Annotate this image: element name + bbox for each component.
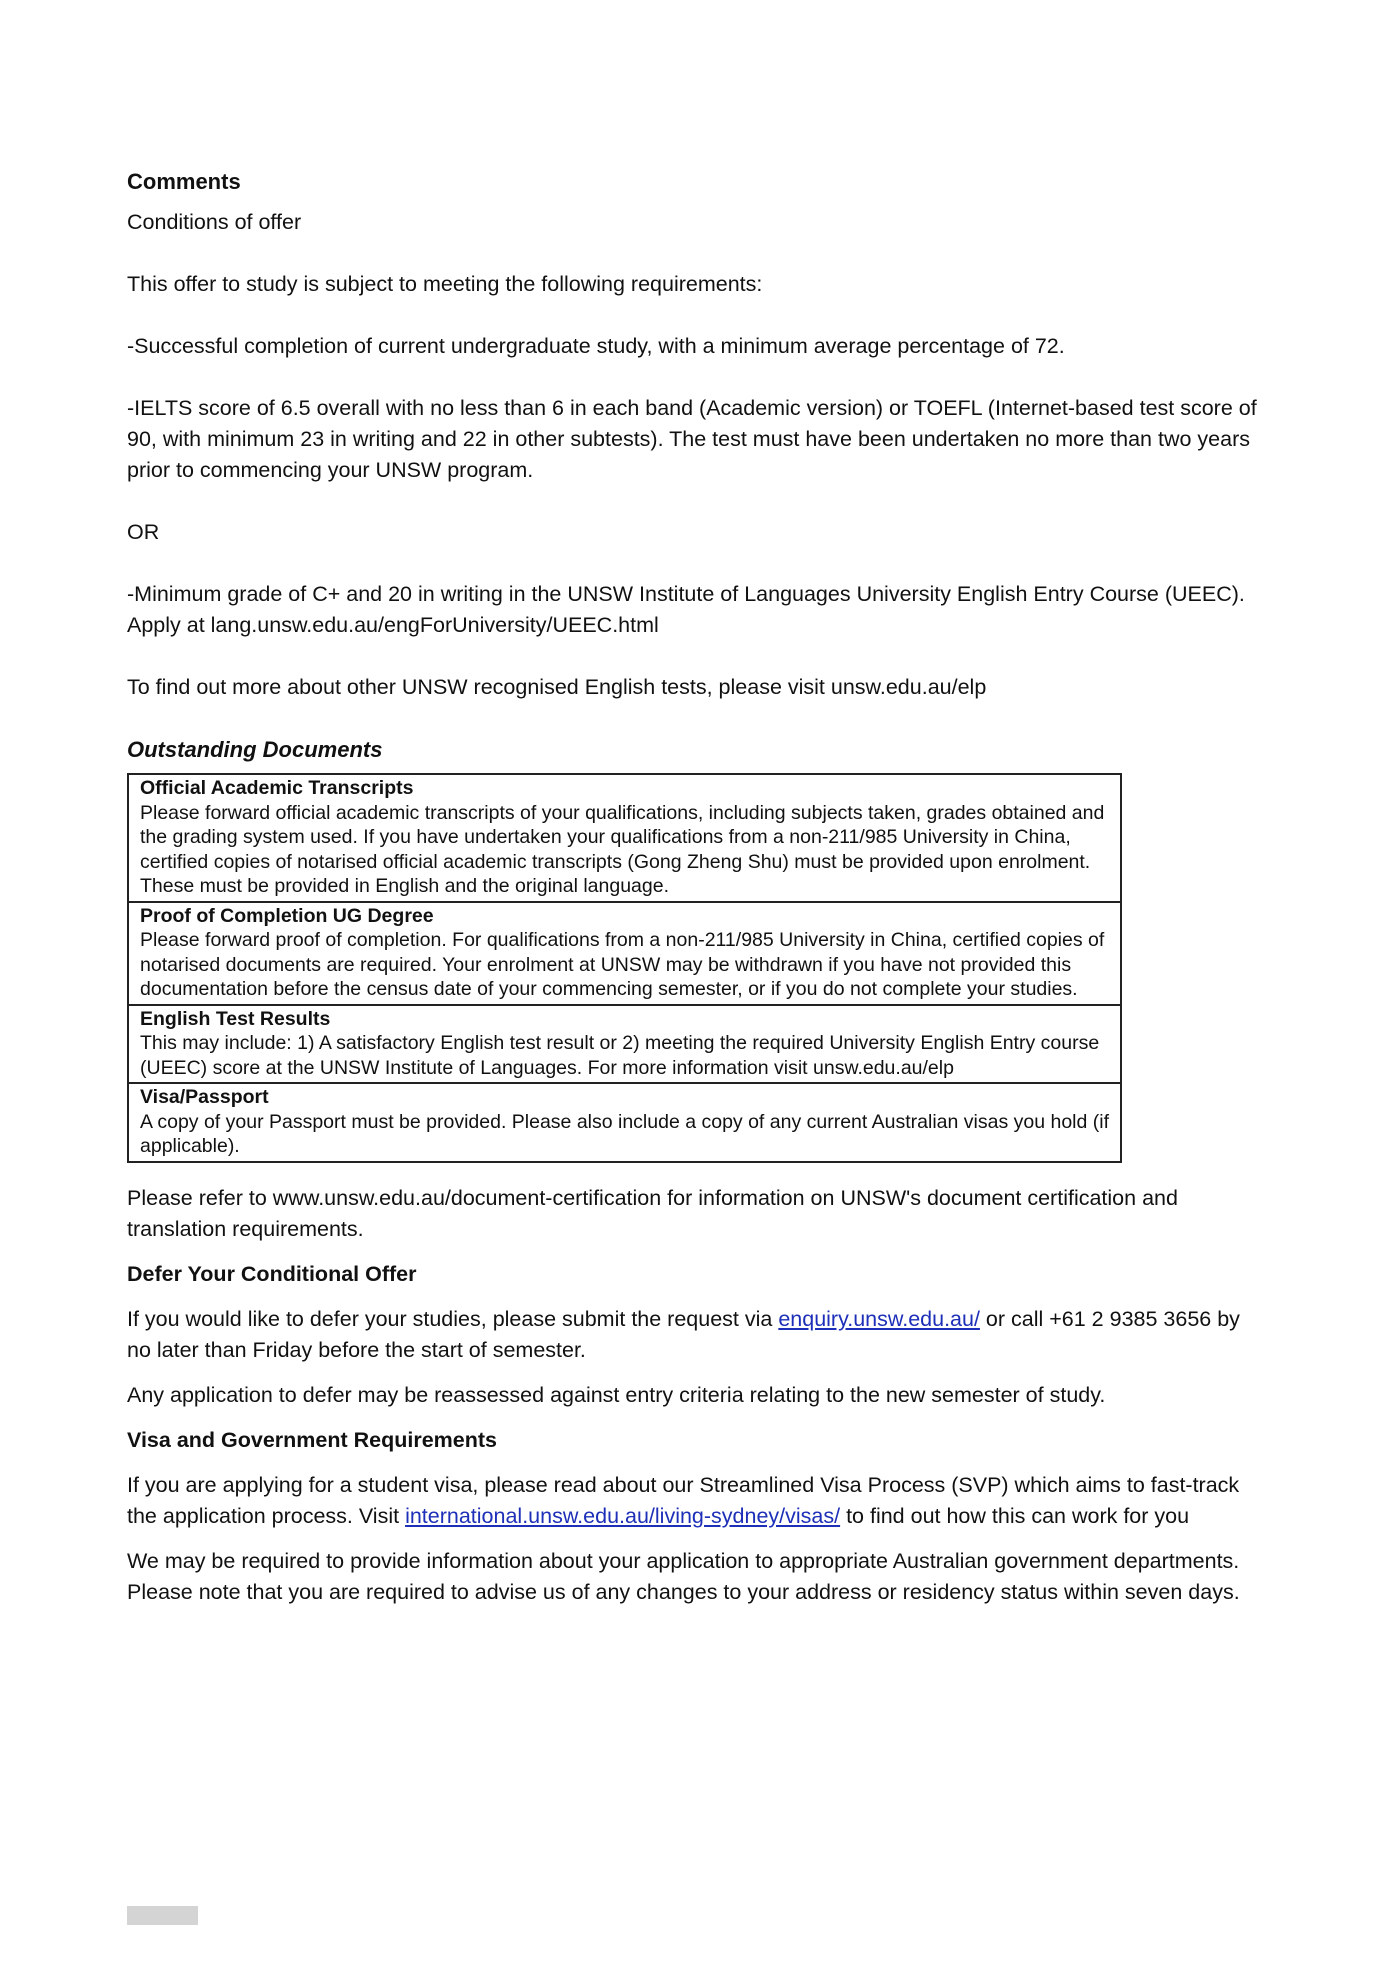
doc-description: Please forward proof of completion. For qualifications from a non-211/985 University in China, certified copies of notarised documents are required. Your enrolment at UNSW may be withdrawn if you have not provided this documentation before the census date of your commencing semester, or if you do not complete your studies. — [140, 929, 1105, 1000]
doc-description: A copy of your Passport must be provided. Please also include a copy of any current Australian visas you hold (if applicable). — [140, 1110, 1110, 1157]
table-cell — [128, 774, 1121, 902]
outstanding-documents-table — [127, 773, 1122, 1163]
or-separator: OR — [127, 520, 160, 544]
visa-text-before: If you are applying for a student visa, please read about our Streamlined Visa Process (SVP) which aims to fast-track the application process. Visit — [127, 1472, 1240, 1528]
table-row — [128, 774, 1121, 902]
visa-heading: Visa and Government Requirements — [127, 1427, 497, 1452]
defer-text-before: If you would like to defer your studies, please submit the request via — [127, 1306, 779, 1331]
redaction-block — [127, 1906, 198, 1925]
certification-note: Please refer to www.unsw.edu.au/document-certification for information on UNSW's document certification and translation requirements. — [127, 1185, 1178, 1241]
government-paragraph: We may be required to provide information about your application to appropriate Australian government departments. Please note that you are required to advise us of any changes to your address or residency status within seven days. — [127, 1548, 1240, 1604]
enquiry-link[interactable]: enquiry.unsw.edu.au/ — [778, 1306, 980, 1331]
document-body — [127, 166, 1267, 1608]
table-row — [128, 1005, 1121, 1084]
visas-link[interactable]: international.unsw.edu.au/living-sydney/visas/ — [405, 1503, 841, 1528]
visa-paragraph — [127, 1470, 1267, 1532]
table-cell — [128, 1005, 1121, 1084]
table-row — [128, 1083, 1121, 1162]
defer-paragraph — [127, 1304, 1267, 1366]
doc-title: English Test Results — [140, 1007, 331, 1030]
doc-title: Official Academic Transcripts — [140, 777, 414, 799]
doc-description: This may include: 1) A satisfactory English test result or 2) meeting the required University English Entry course (UEEC) score at the UNSW Institute of Languages. For more information visit unsw.edu.au/elp — [140, 1032, 1100, 1079]
requirement-ielts: -IELTS score of 6.5 overall with no less than 6 in each band (Academic version) or TOEFL (Internet-based test score of 90, with minimum 23 in writing and 22 in other subtests). The test must have been undertaken no more than two years prior to commencing your UNSW program. — [127, 396, 1257, 482]
conditions-label: Conditions of offer — [127, 210, 302, 234]
table-cell — [128, 1083, 1121, 1162]
requirement-ueec: -Minimum grade of C+ and 20 in writing in the UNSW Institute of Languages University English Entry Course (UEEC). Apply at lang.unsw.edu.au/engForUniversity/UEEC.html — [127, 582, 1245, 637]
visa-text-after: to find out how this can work for you — [840, 1503, 1190, 1528]
doc-title: Visa/Passport — [140, 1086, 269, 1108]
defer-reassess-note: Any application to defer may be reassessed against entry criteria relating to the new semester of study. — [127, 1382, 1106, 1407]
comments-heading: Comments — [127, 169, 241, 194]
defer-text-after: or call +61 2 9385 3656 by no later than Friday before the start of semester. — [127, 1306, 1240, 1362]
outstanding-documents-heading: Outstanding Documents — [127, 737, 383, 762]
offer-intro: This offer to study is subject to meeting the following requirements: — [127, 272, 763, 296]
doc-title: Proof of Completion UG Degree — [140, 904, 434, 927]
english-tests-note: To find out more about other UNSW recognised English tests, please visit unsw.edu.au/elp — [127, 675, 987, 699]
requirement-completion: -Successful completion of current undergraduate study, with a minimum average percentage of 72. — [127, 334, 1065, 358]
doc-description: Please forward official academic transcripts of your qualifications, including subjects taken, grades obtained and the grading system used. If you have undertaken your qualifications from a non-211/985 University in China, certified copies of notarised official academic transcripts (Gong Zheng Shu) must be provided upon enrolment. These must be provided in English and the original language. — [140, 801, 1105, 897]
table-cell — [128, 902, 1121, 1005]
table-row — [128, 902, 1121, 1005]
defer-heading: Defer Your Conditional Offer — [127, 1261, 417, 1286]
